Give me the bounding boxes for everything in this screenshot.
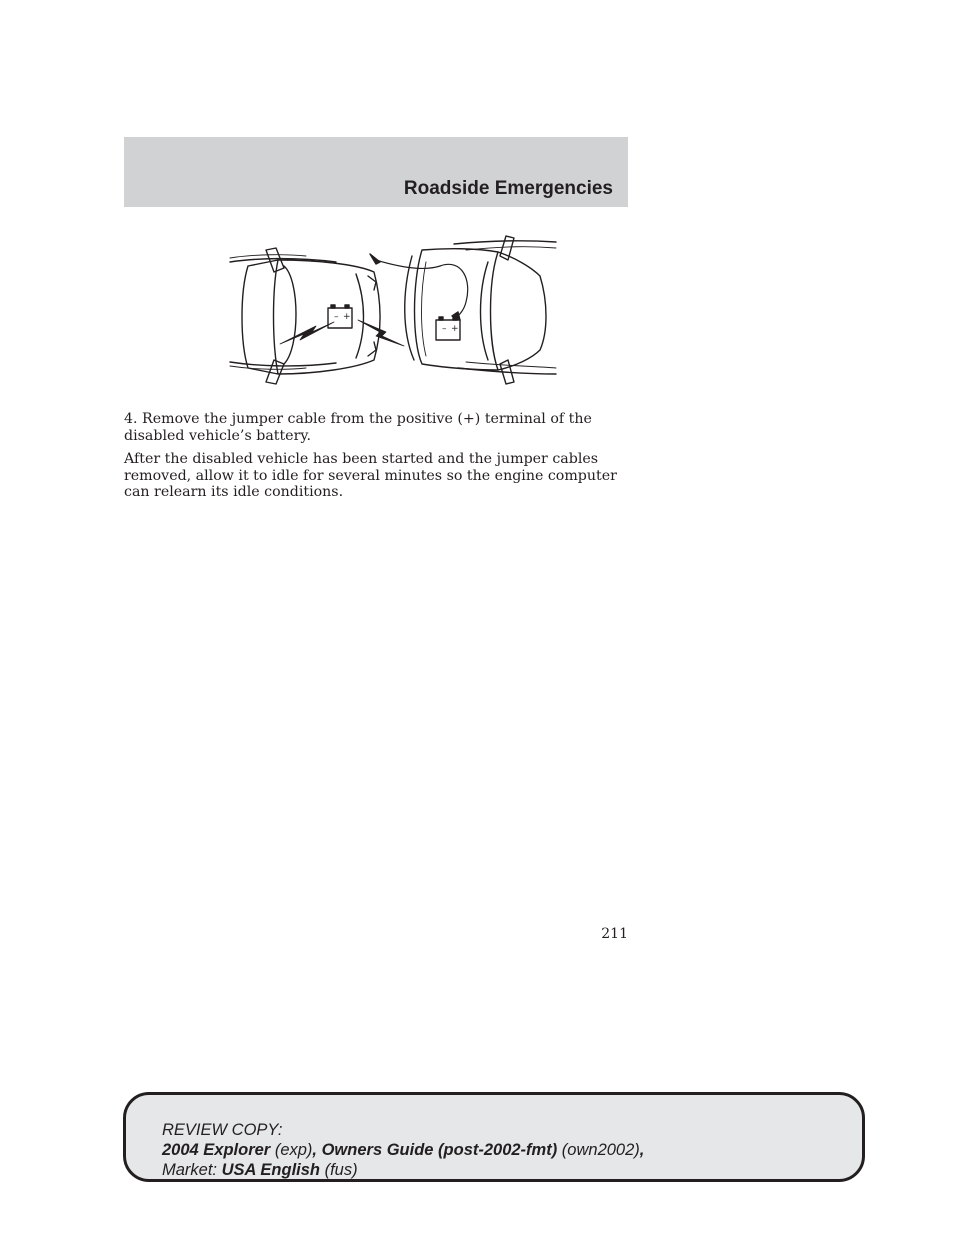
body-text bbox=[124, 411, 628, 508]
battery-plus-label: + bbox=[343, 312, 351, 322]
separator: , bbox=[639, 1141, 645, 1159]
model-code: (exp) bbox=[270, 1141, 313, 1159]
guide-code: (own2002) bbox=[557, 1141, 640, 1159]
section-header-band bbox=[124, 137, 628, 207]
section-title: Roadside Emergencies bbox=[403, 178, 613, 199]
right-vehicle-drawing bbox=[405, 236, 556, 384]
guide-name: Owners Guide (post-2002-fmt) bbox=[321, 1141, 558, 1159]
battery-minus-label: – bbox=[334, 312, 339, 322]
market-label: Market: bbox=[162, 1161, 222, 1179]
review-line-1: REVIEW COPY: bbox=[162, 1121, 283, 1139]
model-name: 2004 Explorer bbox=[162, 1141, 271, 1159]
paragraph-step-4: 4. Remove the jumper cable from the positive (+) terminal of the disabled vehicle’s battery. bbox=[124, 411, 592, 444]
review-line-3 bbox=[162, 1160, 644, 1180]
review-copy-box bbox=[123, 1092, 865, 1182]
jump-start-illustration bbox=[226, 232, 562, 398]
battery-minus-label: – bbox=[442, 324, 447, 334]
paragraph-idle-note: After the disabled vehicle has been started and the jumper cables removed, allow it to idle for several minutes so the engine computer can relearn its idle conditions. bbox=[124, 451, 617, 500]
battery-plus-label: + bbox=[451, 324, 459, 334]
right-battery-icon bbox=[436, 317, 460, 340]
review-line-2 bbox=[162, 1140, 644, 1160]
lightning-bolt-right bbox=[358, 320, 404, 346]
separator: , bbox=[312, 1141, 322, 1159]
page-number: 211 bbox=[601, 926, 628, 942]
lightning-bolt-left bbox=[280, 322, 334, 344]
left-battery-icon bbox=[328, 305, 352, 328]
cable-clamp-loose bbox=[370, 254, 380, 264]
left-vehicle-drawing bbox=[230, 248, 380, 384]
market-code: (fus) bbox=[320, 1161, 358, 1179]
market-name: USA English bbox=[221, 1161, 321, 1179]
